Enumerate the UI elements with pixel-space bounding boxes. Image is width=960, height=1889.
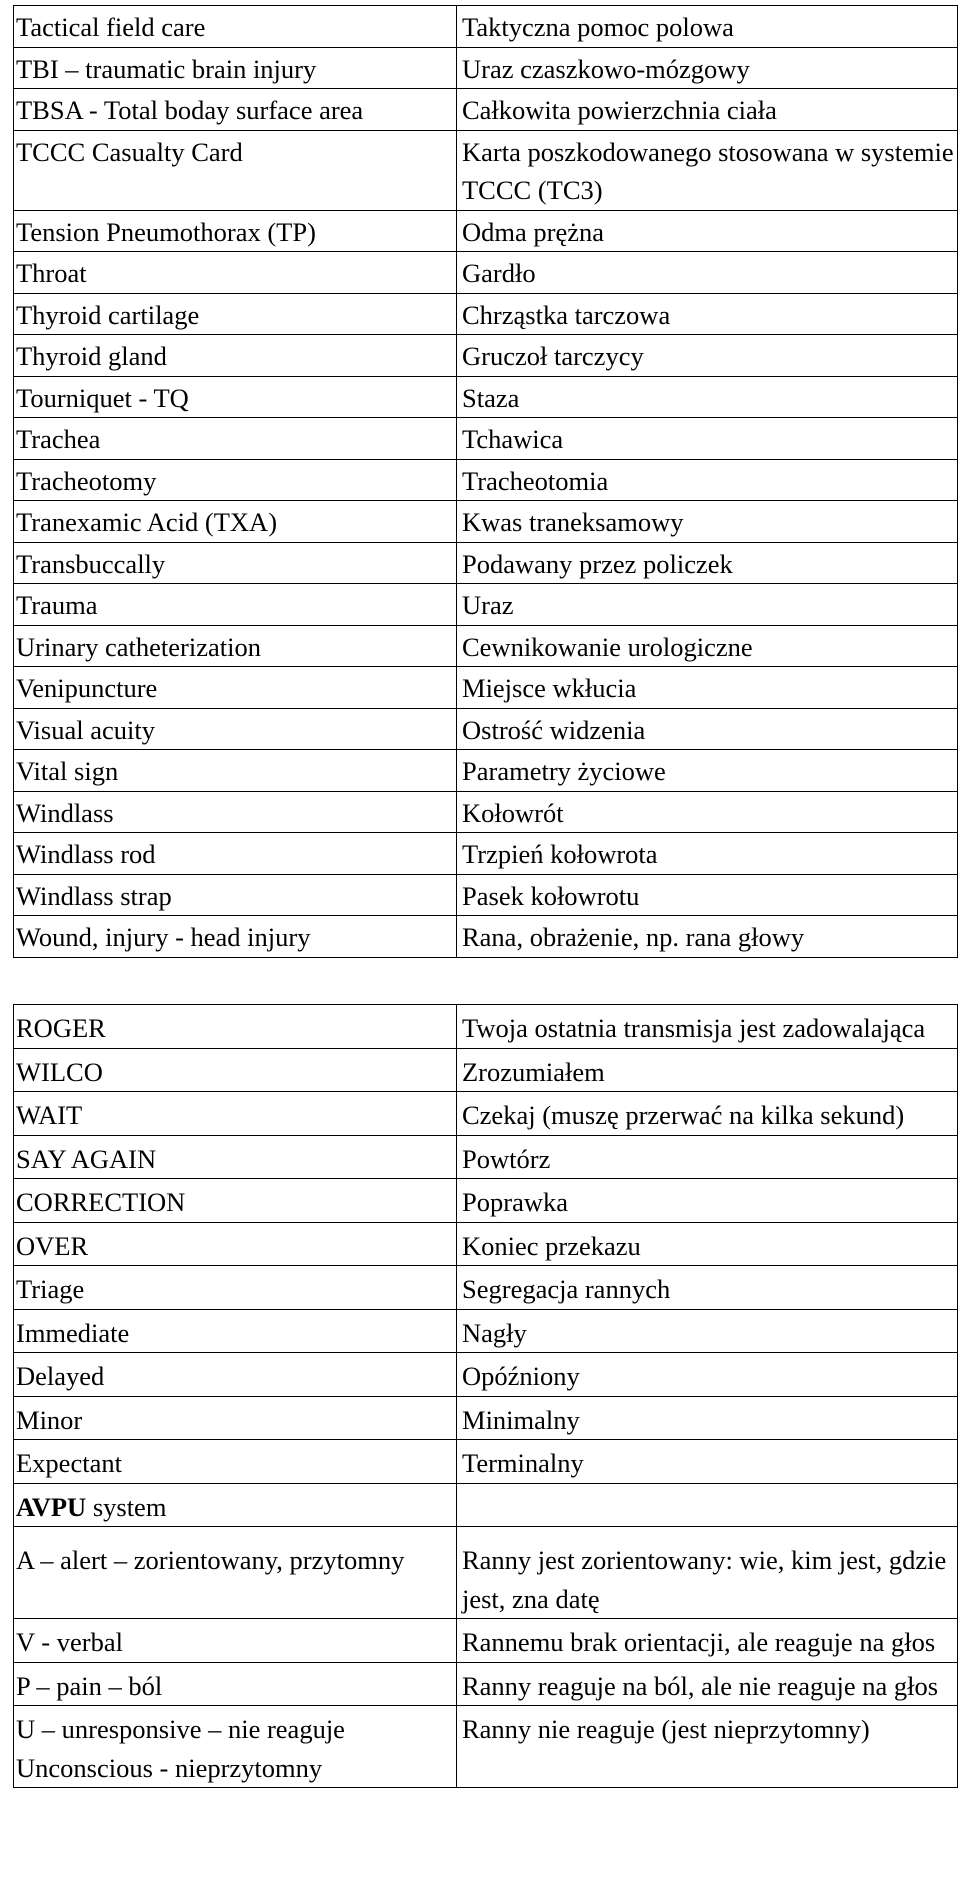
polish-term: Ranny reaguje na ból, ale nie reaguje na głos: [457, 1662, 958, 1706]
polish-term: Zrozumiałem: [457, 1048, 958, 1092]
english-term: Tranexamic Acid (TXA): [14, 501, 457, 543]
english-term: Throat: [14, 252, 457, 294]
polish-term: Poprawka: [457, 1179, 958, 1223]
polish-term: Cewnikowanie urologiczne: [457, 625, 958, 667]
polish-term: Odma prężna: [457, 210, 958, 252]
table-row: [14, 210, 958, 252]
english-term: TBI – traumatic brain injury: [14, 47, 457, 89]
table-row: [14, 708, 958, 750]
table-row: [14, 833, 958, 875]
table-row: [14, 1619, 958, 1663]
glossary-table: [13, 5, 958, 958]
table-row: [14, 1706, 958, 1788]
english-term: SAY AGAIN: [14, 1135, 457, 1179]
table-row: [14, 625, 958, 667]
polish-term: Tchawica: [457, 418, 958, 460]
english-term: Tension Pneumothorax (TP): [14, 210, 457, 252]
polish-term: Tracheotomia: [457, 459, 958, 501]
polish-term: Ranny jest zorientowany: wie, kim jest, gdzie jest, zna datę: [457, 1527, 958, 1619]
table-row: [14, 252, 958, 294]
polish-term: Powtórz: [457, 1135, 958, 1179]
english-term: Tactical field care: [14, 6, 457, 48]
english-term: Thyroid gland: [14, 335, 457, 377]
polish-term: Minimalny: [457, 1396, 958, 1440]
polish-term: Gruczoł tarczycy: [457, 335, 958, 377]
polish-term: Nagły: [457, 1309, 958, 1353]
radio-triage-table: [13, 1004, 958, 1788]
polish-term: Czekaj (muszę przerwać na kilka sekund): [457, 1092, 958, 1136]
table-row: [14, 1179, 958, 1223]
polish-term: Gardło: [457, 252, 958, 294]
table-row: [14, 501, 958, 543]
table-row: [14, 916, 958, 958]
english-term: TCCC Casualty Card: [14, 130, 457, 210]
table-row: [14, 1662, 958, 1706]
table-row: [14, 376, 958, 418]
english-term: Minor: [14, 1396, 457, 1440]
polish-term: Segregacja rannych: [457, 1266, 958, 1310]
english-term: Venipuncture: [14, 667, 457, 709]
table-row: [14, 1048, 958, 1092]
polish-term: Opóźniony: [457, 1353, 958, 1397]
english-term: Wound, injury - head injury: [14, 916, 457, 958]
table-row: [14, 89, 958, 131]
polish-term: Koniec przekazu: [457, 1222, 958, 1266]
polish-term: Rana, obrażenie, np. rana głowy: [457, 916, 958, 958]
polish-term: Rannemu brak orientacji, ale reaguje na głos: [457, 1619, 958, 1663]
table-row: [14, 1135, 958, 1179]
english-term: Vital sign: [14, 750, 457, 792]
table-row: [14, 791, 958, 833]
table-row: [14, 335, 958, 377]
table-row: [14, 1005, 958, 1049]
english-term: Tracheotomy: [14, 459, 457, 501]
english-term: Immediate: [14, 1309, 457, 1353]
table-row: [14, 130, 958, 210]
table-row: [14, 418, 958, 460]
english-term: Trauma: [14, 584, 457, 626]
english-term: WILCO: [14, 1048, 457, 1092]
table-row: [14, 1309, 958, 1353]
english-term: TBSA - Total boday surface area: [14, 89, 457, 131]
english-term: WAIT: [14, 1092, 457, 1136]
polish-term: Uraz: [457, 584, 958, 626]
english-term: Transbuccally: [14, 542, 457, 584]
polish-term: Miejsce wkłucia: [457, 667, 958, 709]
english-term: Triage: [14, 1266, 457, 1310]
table-row: [14, 293, 958, 335]
english-term: Tourniquet - TQ: [14, 376, 457, 418]
table-row: [14, 1222, 958, 1266]
english-term: Visual acuity: [14, 708, 457, 750]
table-row: [14, 459, 958, 501]
english-term: Windlass strap: [14, 874, 457, 916]
table-row: [14, 750, 958, 792]
polish-term: Kwas traneksamowy: [457, 501, 958, 543]
table-row: [14, 1266, 958, 1310]
polish-term: Trzpień kołowrota: [457, 833, 958, 875]
english-term: Delayed: [14, 1353, 457, 1397]
english-term: CORRECTION: [14, 1179, 457, 1223]
english-term: OVER: [14, 1222, 457, 1266]
english-term: Urinary catheterization: [14, 625, 457, 667]
empty-cell: [457, 1483, 958, 1527]
english-term: Windlass rod: [14, 833, 457, 875]
table-row: [14, 1353, 958, 1397]
polish-term: Karta poszkodowanego stosowana w systemie TCCC (TC3): [457, 130, 958, 210]
polish-term: Twoja ostatnia transmisja jest zadowalająca: [457, 1005, 958, 1049]
table-row: [14, 47, 958, 89]
english-term: V - verbal: [14, 1619, 457, 1663]
english-term: A – alert – zorientowany, przytomny: [14, 1527, 457, 1619]
table-row: [14, 1483, 958, 1527]
polish-term: Ranny nie reaguje (jest nieprzytomny): [457, 1706, 958, 1788]
table-row: [14, 542, 958, 584]
polish-term: Staza: [457, 376, 958, 418]
polish-term: Terminalny: [457, 1440, 958, 1484]
polish-term: Uraz czaszkowo-mózgowy: [457, 47, 958, 89]
english-term: Trachea: [14, 418, 457, 460]
english-term: Expectant: [14, 1440, 457, 1484]
table-row: [14, 1092, 958, 1136]
polish-term: Parametry życiowe: [457, 750, 958, 792]
avpu-heading-rest: system: [86, 1491, 167, 1522]
polish-term: Podawany przez policzek: [457, 542, 958, 584]
polish-term: Taktyczna pomoc polowa: [457, 6, 958, 48]
polish-term: Całkowita powierzchnia ciała: [457, 89, 958, 131]
polish-term: Chrząstka tarczowa: [457, 293, 958, 335]
table-row: [14, 6, 958, 48]
table-row: [14, 667, 958, 709]
avpu-heading-bold: AVPU: [16, 1491, 87, 1522]
avpu-heading: [14, 1483, 457, 1527]
polish-term: Kołowrót: [457, 791, 958, 833]
polish-term: Ostrość widzenia: [457, 708, 958, 750]
english-term: Windlass: [14, 791, 457, 833]
english-term: U – unresponsive – nie reaguje Unconscious - nieprzytomny: [14, 1706, 457, 1788]
table-row: [14, 874, 958, 916]
table-row: [14, 1396, 958, 1440]
english-term: ROGER: [14, 1005, 457, 1049]
table-row: [14, 1440, 958, 1484]
polish-term: Pasek kołowrotu: [457, 874, 958, 916]
table-row: [14, 584, 958, 626]
english-term: Thyroid cartilage: [14, 293, 457, 335]
english-term: P – pain – ból: [14, 1662, 457, 1706]
table-row: [14, 1527, 958, 1619]
